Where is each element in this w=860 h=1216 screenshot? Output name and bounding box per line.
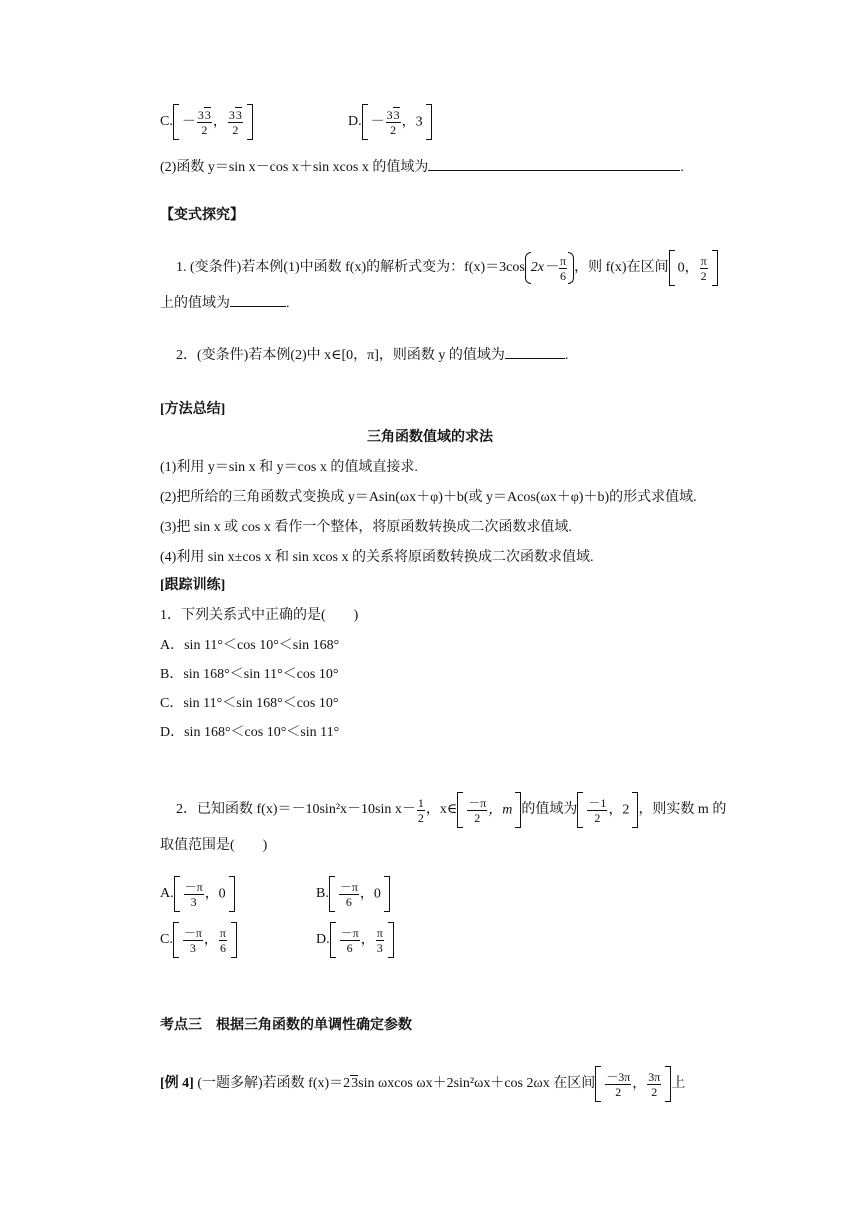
bracket-interval — [174, 876, 235, 912]
frac-denominator: 6 — [346, 940, 353, 955]
interval-upper: ，2 — [608, 802, 630, 818]
radical: 3 — [351, 1076, 359, 1092]
variant-heading: 【变式探究】 — [160, 208, 244, 223]
answer-blank[interactable] — [230, 292, 286, 307]
frac-numerator: 3 — [386, 107, 393, 122]
method-item: (4)利用 sin x±cos x 和 sin xcos x 的关系将原函数转换成二次函数求值域. — [160, 550, 594, 565]
bracket-interval — [329, 876, 390, 912]
example-label: [例 4] — [160, 1076, 194, 1092]
frac-numerator: －π — [339, 879, 358, 894]
frac-denominator: 3 — [190, 894, 197, 909]
option-d-range — [348, 104, 432, 140]
bracket-range — [577, 792, 638, 828]
bracket-interval: $\frac{-\pi}{6}$ ， $\frac{\pi}{3}$ — [330, 922, 394, 958]
frac-numerator: 3 — [197, 107, 204, 122]
frac-denominator: 6 — [219, 940, 226, 955]
frac-numerator: －π — [468, 795, 487, 810]
interval-lower: 0， — [677, 260, 699, 276]
option-label: D. — [348, 114, 362, 130]
frac-numerator: －1 — [588, 795, 607, 810]
bracket-interval — [669, 250, 718, 286]
frac-numerator: －3π — [606, 1069, 631, 1084]
bracket-interval — [457, 792, 521, 828]
interval-upper: ，0 — [204, 886, 226, 902]
choice-2b[interactable] — [316, 876, 390, 912]
frac-denominator: 2 — [390, 122, 397, 137]
period: . — [680, 160, 684, 175]
frac-numerator: π — [560, 253, 567, 268]
frac-denominator: 2 — [700, 268, 707, 283]
question-text: 上 — [671, 1076, 686, 1092]
option-label: D. — [316, 932, 330, 948]
question-text: (2)函数 y＝sin x－cos x＋sin xcos x 的值域为 — [160, 160, 429, 175]
frac-denominator: 2 — [232, 122, 239, 137]
frac-numerator: π — [219, 925, 226, 940]
choice-d[interactable]: D．sin 168°＜cos 10°＜sin 11° — [160, 725, 340, 740]
variant-question-2 — [176, 344, 568, 366]
option-label: C. — [160, 932, 173, 948]
interval-upper: ，m — [488, 802, 513, 818]
frac-numerator: 3π — [648, 1069, 661, 1084]
frac-denominator: 3 — [376, 940, 383, 955]
frac-numerator: π — [700, 253, 707, 268]
question-text: 2．已知函数 f(x)＝－10sin²x－10sin x－ — [176, 802, 416, 818]
radical: 3 — [235, 107, 242, 122]
frac-numerator: 1 — [417, 795, 424, 810]
question-text: 上的值域为 — [160, 296, 230, 311]
frac-denominator: 2 — [201, 122, 208, 137]
choice-c[interactable]: C．sin 11°＜sin 168°＜cos 10° — [160, 696, 339, 711]
bracket-interval: $\frac{-\pi}{3}$ ， $\frac{\pi}{6}$ — [173, 922, 237, 958]
interval-upper: ，0 — [359, 886, 381, 902]
frac-numerator: －π — [340, 925, 359, 940]
choice-a[interactable]: A．sin 11°＜cos 10°＜sin 168° — [160, 638, 340, 653]
choice-2d[interactable] — [316, 922, 394, 958]
question-text: ，则 f(x)在区间 — [574, 260, 669, 276]
variant-question-1-cont — [160, 292, 290, 314]
question-text: sin ωxcos ωx＋2sin²ωx＋cos 2ωx 在区间 — [358, 1076, 596, 1092]
option-label: B. — [316, 886, 329, 902]
method-item: (2)把所给的三角函数式变换成 y＝Asin(ωx＋φ)＋b(或 y＝Acos(ωx＋φ)＋b)的形式求值域. — [160, 490, 697, 505]
question-2-range — [160, 156, 684, 178]
expr-inner: 2x－ — [530, 260, 559, 275]
option-label: A. — [160, 886, 174, 902]
question-text: 2．(变条件)若本例(2)中 x∈[0，π]，则函数 y 的值域为 — [176, 348, 505, 363]
period: . — [564, 348, 569, 363]
question-text: (一题多解)若函数 f(x)＝2 — [197, 1076, 351, 1092]
frac-numerator: －π — [184, 879, 203, 894]
question-text: ，则实数 m 的 — [638, 802, 727, 818]
training-question-2 — [176, 792, 726, 828]
section3-heading: 考点三 根据三角函数的单调性确定参数 — [160, 1018, 412, 1033]
radical: 3 — [204, 107, 211, 122]
bracket-interval: － $\frac{33}{2}$ ， $\frac{33}{2}$ — [173, 104, 253, 140]
frac-denominator: 2 — [474, 810, 481, 825]
answer-blank[interactable] — [505, 344, 565, 359]
question-text: 的值域为 — [521, 802, 578, 818]
method-item: (3)把 sin x 或 cos x 看作一个整体，将原函数转换成二次函数求值域. — [160, 520, 572, 535]
frac-denominator: 2 — [615, 1084, 622, 1099]
choice-b[interactable]: B．sin 168°＜sin 11°＜cos 10° — [160, 667, 339, 682]
interval-upper: 3 — [415, 114, 423, 130]
example-4 — [160, 1066, 685, 1102]
frac-numerator: π — [376, 925, 383, 940]
choice-2c[interactable] — [160, 922, 237, 958]
frac-numerator: 3 — [228, 107, 235, 122]
choice-2a[interactable] — [160, 876, 235, 912]
frac-denominator: 6 — [345, 894, 352, 909]
paren-expr — [525, 252, 574, 284]
bracket-interval: $\frac{-3\pi}{2}$ ， $\frac{3\pi}{2}$ — [595, 1066, 671, 1102]
question-text: 1. (变条件)若本例(1)中函数 f(x)的解析式变为：f(x)＝3cos — [176, 260, 525, 276]
variant-question-1 — [176, 250, 718, 286]
option-label: C. — [160, 114, 173, 130]
training-heading: [跟踪训练] — [160, 578, 226, 593]
period: . — [286, 296, 290, 311]
training-question-2-cont: 取值范围是( ) — [160, 838, 268, 853]
method-title: 三角函数值域的求法 — [367, 430, 493, 445]
frac-denominator: 2 — [594, 810, 601, 825]
method-item: (1)利用 y＝sin x 和 y＝cos x 的值域直接求. — [160, 460, 418, 475]
frac-denominator: 2 — [651, 1084, 658, 1099]
training-question-1: 1．下列关系式中正确的是( ) — [160, 608, 359, 623]
method-heading: [方法总结] — [160, 402, 226, 417]
frac-denominator: 2 — [417, 810, 424, 825]
frac-denominator: 6 — [560, 268, 567, 283]
question-text: ，x∈ — [425, 802, 458, 818]
radical: 3 — [393, 107, 400, 122]
frac-numerator: －π — [183, 925, 202, 940]
frac-denominator: 3 — [189, 940, 196, 955]
answer-blank[interactable] — [428, 156, 680, 171]
bracket-interval: － $\frac{33}{2}$ ，3 — [362, 104, 432, 140]
option-c-range — [160, 104, 253, 140]
